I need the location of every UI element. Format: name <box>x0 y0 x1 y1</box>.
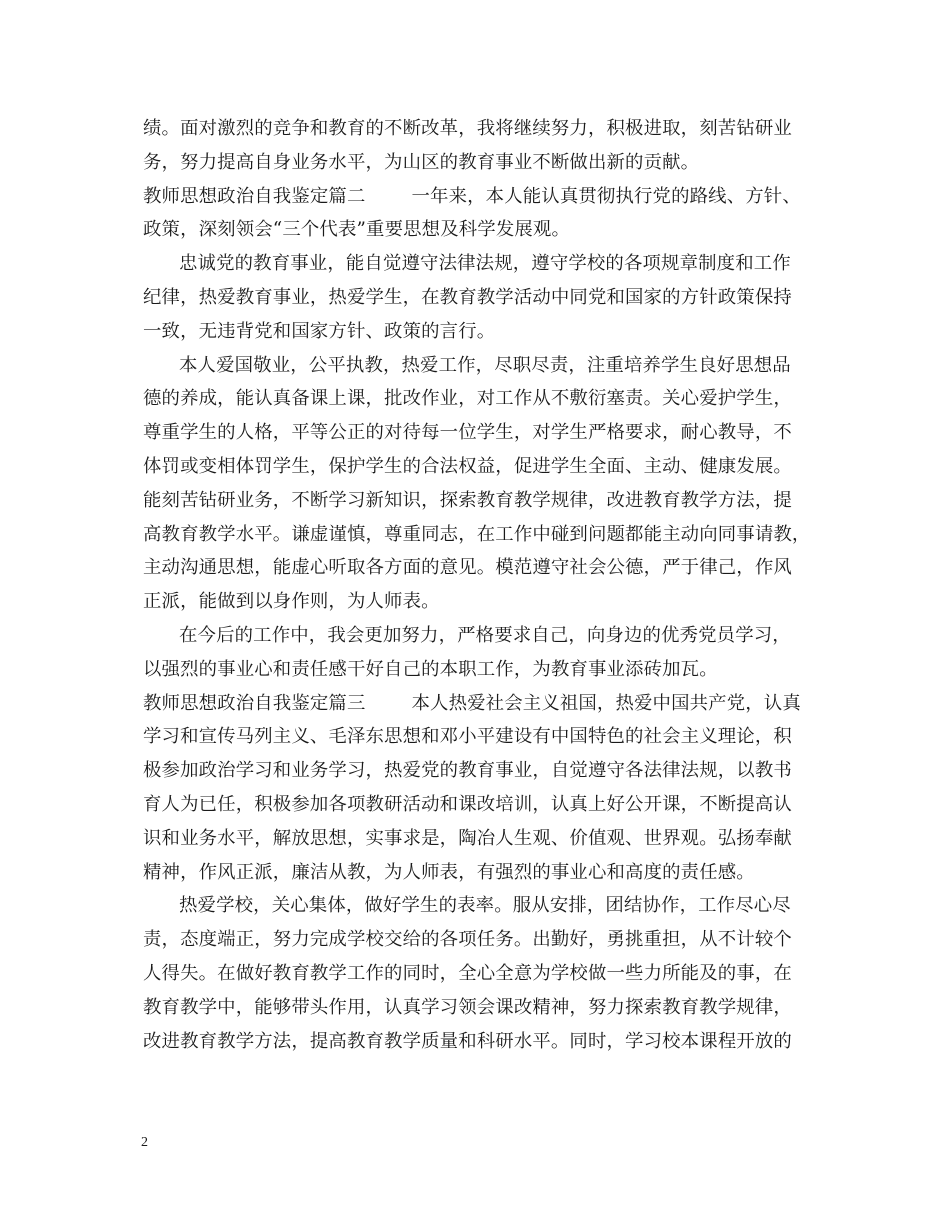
text-line: 识和业务水平，解放思想，实事求是，陶冶人生观、价值观、世界观。弘扬奉献 <box>143 827 792 849</box>
text-line: 极参加政治学习和业务学习，热爱党的教育事业，自觉遵守各法律法规，以教书 <box>143 760 792 782</box>
text-line: 体罚或变相体罚学生，保护学生的合法权益，促进学生全面、主动、健康发展。 <box>143 455 792 477</box>
section-heading: 教师思想政治自我鉴定篇二 <box>143 185 366 207</box>
text-line: 正派，能做到以身作则，为人师表。 <box>143 591 440 613</box>
text-line: 学习和宣传马列主义、毛泽东思想和邓小平建设有中国特色的社会主义理论，积 <box>143 726 792 748</box>
text-line: 育人为已任，积极参加各项教研活动和课改培训，认真上好公开课，不断提高认 <box>143 793 792 815</box>
section-heading-line <box>143 180 818 214</box>
text-line: 一年来，本人能认真贯彻执行党的路线、方针、 <box>411 185 801 207</box>
text-line: 能刻苦钻研业务，不断学习新知识，探索教育教学规律，改进教育教学方法，提 <box>143 489 792 511</box>
text-line: 以强烈的事业心和责任感干好自己的本职工作，为教育事业添砖加瓦。 <box>143 658 718 680</box>
paragraph-first-line: 热爱学校，关心集体，做好学生的表率。服从安排，团结协作，工作尽心尽 <box>179 895 791 917</box>
text-line: 纪律，热爱教育事业，热爱学生，在教育教学活动中同党和国家的方针政策保持 <box>143 286 792 308</box>
section-heading: 教师思想政治自我鉴定篇三 <box>143 692 366 714</box>
text-line: 人得失。在做好教育教学工作的同时，全心全意为学校做一些力所能及的事，在 <box>143 962 792 984</box>
text-line: 精神，作风正派，廉洁从教，为人师表，有强烈的事业心和高度的责任感。 <box>143 861 755 883</box>
text-line: 高教育教学水平。谦虚谨慎，尊重同志，在工作中碰到问题都能主动向同事请教， <box>143 523 811 545</box>
text-line: 德的养成，能认真备课上课，批改作业，对工作从不敷衍塞责。关心爱护学生， <box>143 388 792 410</box>
document-body <box>143 112 818 1058</box>
text-line: 一致，无违背党和国家方针、政策的言行。 <box>143 320 496 342</box>
text-line: 政策，深刻领会“三个代表”重要思想及科学发展观。 <box>143 219 570 241</box>
text-line: 教育教学中，能够带头作用，认真学习领会课改精神，努力探索教育教学规律， <box>143 996 792 1018</box>
text-line: 务，努力提高自身业务水平，为山区的教育事业不断做出新的贡献。 <box>143 151 700 173</box>
text-line: 责，态度端正，努力完成学校交给的各项任务。出勤好，勇挑重担，从不计较个 <box>143 929 792 951</box>
paragraph-first-line: 在今后的工作中，我会更加努力，严格要求自己，向身边的优秀党员学习， <box>179 624 791 646</box>
text-line: 主动沟通思想，能虚心听取各方面的意见。模范遵守社会公德，严于律己，作风 <box>143 557 792 579</box>
text-line: 本人热爱社会主义祖国，热爱中国共产党，认真 <box>411 692 801 714</box>
text-line: 尊重学生的人格，平等公正的对待每一位学生，对学生严格要求，耐心教导，不 <box>143 422 792 444</box>
text-line: 改进教育教学方法，提高教育教学质量和科研水平。同时，学习校本课程开放的 <box>143 1030 792 1052</box>
page-number: 2 <box>141 1135 148 1150</box>
paragraph-first-line: 忠诚党的教育事业，能自觉遵守法律法规，遵守学校的各项规章制度和工作 <box>179 253 791 275</box>
text-line: 绩。面对激烈的竞争和教育的不断改革，我将继续努力，积极进取，刻苦钻研业 <box>143 118 792 139</box>
section-heading-line <box>143 687 818 721</box>
paragraph-first-line: 本人爱国敬业，公平执教，热爱工作，尽职尽责，注重培养学生良好思想品 <box>179 354 791 376</box>
